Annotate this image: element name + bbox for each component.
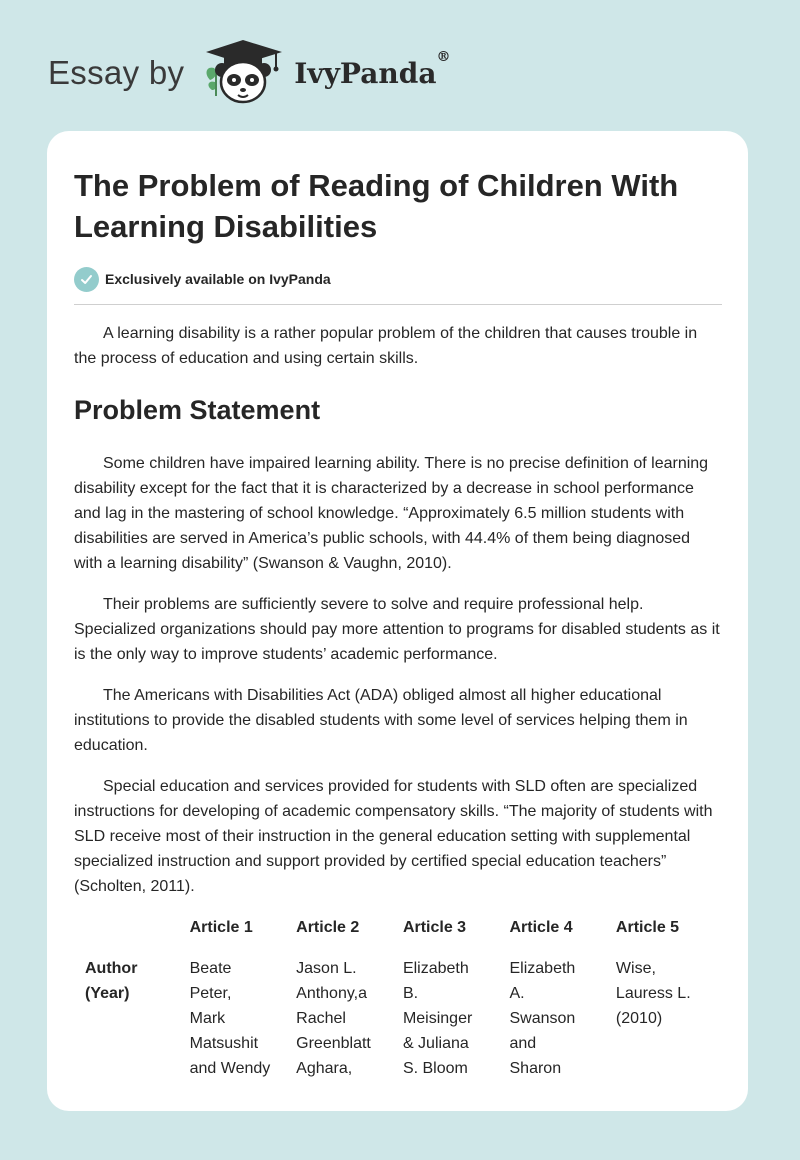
title-divider <box>74 304 722 305</box>
cell-line: Matsushit <box>189 1035 259 1052</box>
table-row <box>74 956 722 1081</box>
row-header <box>74 956 190 1081</box>
body-paragraph: Their problems are sufficiently severe to solve and require professional help. Specialized organizations should pay more attention to programs for disabled students as it is the only way to improve students’ academic performance. <box>74 596 720 663</box>
brand-header <box>48 38 450 108</box>
exclusive-badge-text: Exclusively available on IvyPanda <box>105 271 331 287</box>
cell-line: Anthony,a <box>296 985 368 1002</box>
exclusive-badge <box>74 266 722 292</box>
table-cell <box>296 956 403 1081</box>
body-paragraph: The Americans with Disabilities Act (ADA) obliged almost all higher educational institutions to provide the disabled students with some level of services helping them in education. <box>74 687 688 754</box>
cell-line: Peter, <box>189 985 232 1002</box>
column-header: Article 2 <box>296 919 360 936</box>
table-header-row <box>74 915 722 956</box>
cell-line: Greenblatt <box>296 1035 371 1052</box>
column-header: Article 3 <box>402 919 467 936</box>
registered-mark: ® <box>436 48 451 65</box>
table-corner-cell <box>74 915 190 956</box>
cell-line: Swanson <box>509 1010 576 1027</box>
cell-line: and Wendy <box>189 1060 271 1077</box>
cell-line: Lauress L. <box>615 985 691 1002</box>
cell-line: Elizabeth <box>402 960 469 977</box>
column-header: Article 5 <box>615 919 680 936</box>
row-header-line: (Year) <box>85 985 130 1002</box>
brand-name: IvyPanda® <box>294 48 451 90</box>
intro-paragraph: A learning disability is a rather popular problem of the children that causes trouble in the process of education and using certain skills. <box>74 325 698 367</box>
row-header-line: Author <box>85 960 138 977</box>
essay-card <box>47 131 748 1111</box>
cell-line: Meisinger <box>402 1010 473 1027</box>
cell-line: B. <box>402 985 419 1002</box>
cell-line: Jason L. <box>296 960 357 977</box>
body-paragraph: Some children have impaired learning ability. There is no precise definition of learning disability except for the fact that it is characterized by a decrease in school performance and lag in the mastering of school knowledge. “Approximately 6.5 million students with disabilities are served in America’s public schools, with 44.4% of them being diagnosed with a learning disability” (Swanson & Vaughn, 2010). <box>74 455 709 572</box>
body-paragraph: Special education and services provided for students with SLD often are specialized instructions for developing of academic compensatory skills. “The majority of students with SLD receive most of their instruction in the general education setting with supplemental specialized instruction and support provided by certified special education teachers” (Scholten, 2011). <box>74 778 713 895</box>
articles-table <box>74 915 722 1081</box>
cell-line: and <box>509 1035 537 1052</box>
cell-line: Elizabeth <box>509 960 576 977</box>
cell-line: A. <box>509 985 525 1002</box>
table-cell <box>403 956 510 1081</box>
table-cell <box>616 956 722 1081</box>
brand-prefix: Essay by <box>48 54 185 91</box>
cell-line: Rachel <box>296 1010 346 1027</box>
column-header: Article 4 <box>509 919 573 936</box>
cell-line: Mark <box>189 1010 226 1027</box>
cell-line: S. Bloom <box>402 1060 468 1077</box>
cell-line: (2010) <box>615 1010 663 1027</box>
cell-line: Beate <box>189 960 232 977</box>
section-heading: Problem Statement <box>74 395 321 425</box>
cell-line: Aghara, <box>296 1060 353 1077</box>
check-circle-icon <box>74 267 99 292</box>
table-cell <box>510 956 616 1081</box>
cell-line: Wise, <box>615 960 656 977</box>
panda-logo-icon <box>200 36 286 111</box>
column-header: Article 1 <box>189 919 253 936</box>
cell-line: & Juliana <box>402 1035 469 1052</box>
essay-title: The Problem of Reading of Children With Learning Disabilities <box>74 168 679 244</box>
table-cell <box>190 956 297 1081</box>
cell-line: Sharon <box>509 1060 562 1077</box>
